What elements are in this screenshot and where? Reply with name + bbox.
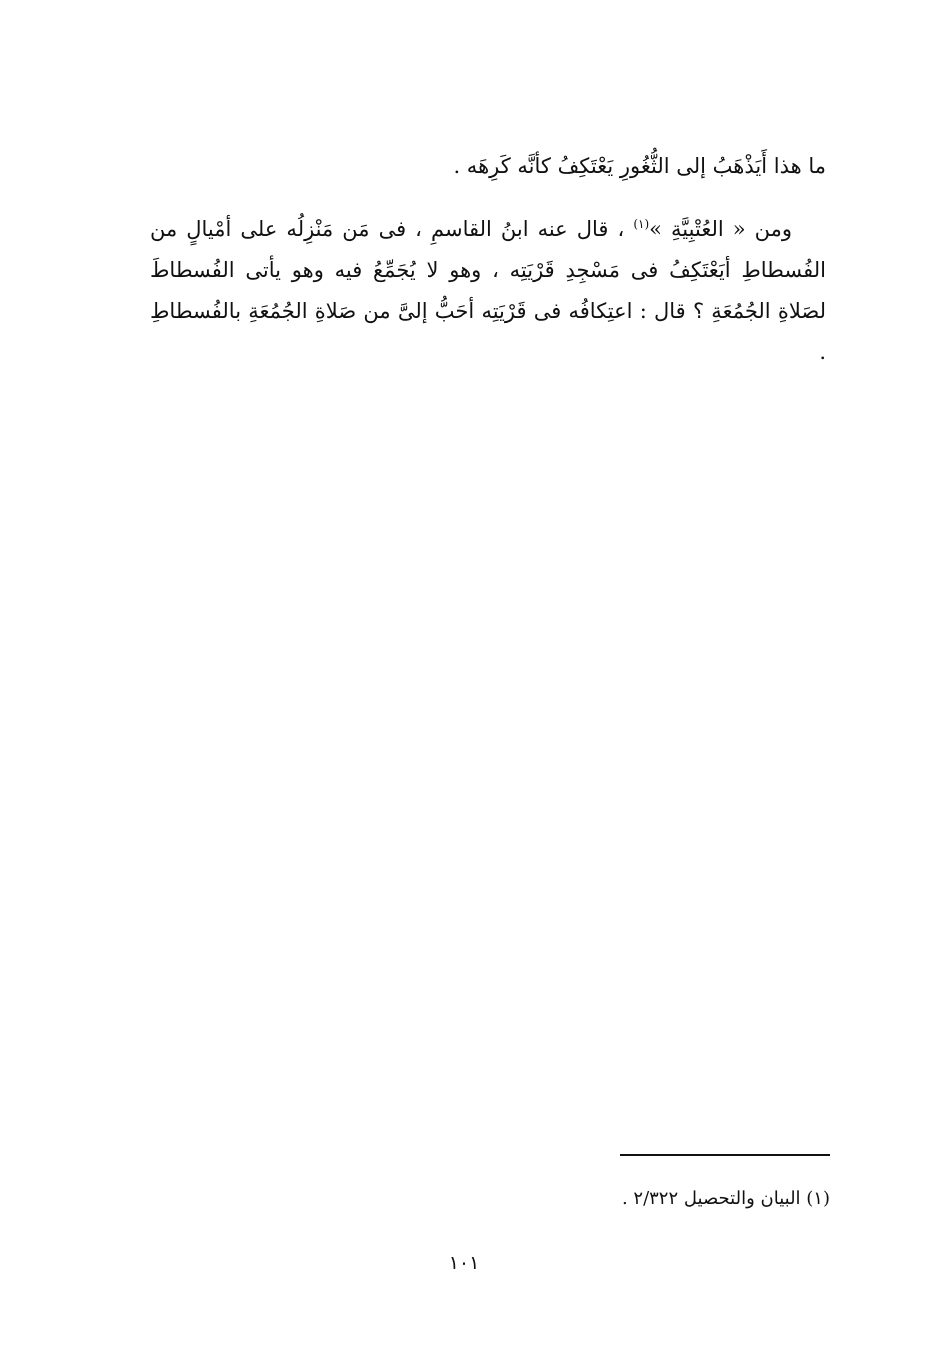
text-line-1: ما هذا أَيَذْهَبُ إلى الثُّغُورِ يَعْتَكِفُ كأنَّه كَرِهَه . [453, 154, 826, 178]
paragraph-2-opening: ومن « العُتْبِيَّةِ » [649, 217, 792, 241]
footnote-text: (١) البيان والتحصيل ٢/٣٢٢ . [621, 1188, 830, 1209]
text-paragraph-2 [150, 209, 826, 373]
footnote-marker: (١) [633, 217, 650, 231]
paragraph-2-body: ، قال عنه ابنُ القاسمِ ، فى مَن مَنْزِلُه على أمْيالٍ من الفُسطاطِ أيَعْتَكِفُ فى مَسْجِدِ قَرْيَتِه ، وهو لا يُجَمِّعُ فيه وهو يأتى الفُسطاطَ لصَلاةِ الجُمُعَةِ ؟ قال : اعتِكافُه فى قَرْيَتِه أحَبُّ إلىَّ من صَلاةِ الجُمُعَةِ بالفُسطاطِ . [150, 217, 826, 364]
page-number: ١٠١ [448, 1252, 480, 1274]
footnote-divider [620, 1154, 830, 1156]
